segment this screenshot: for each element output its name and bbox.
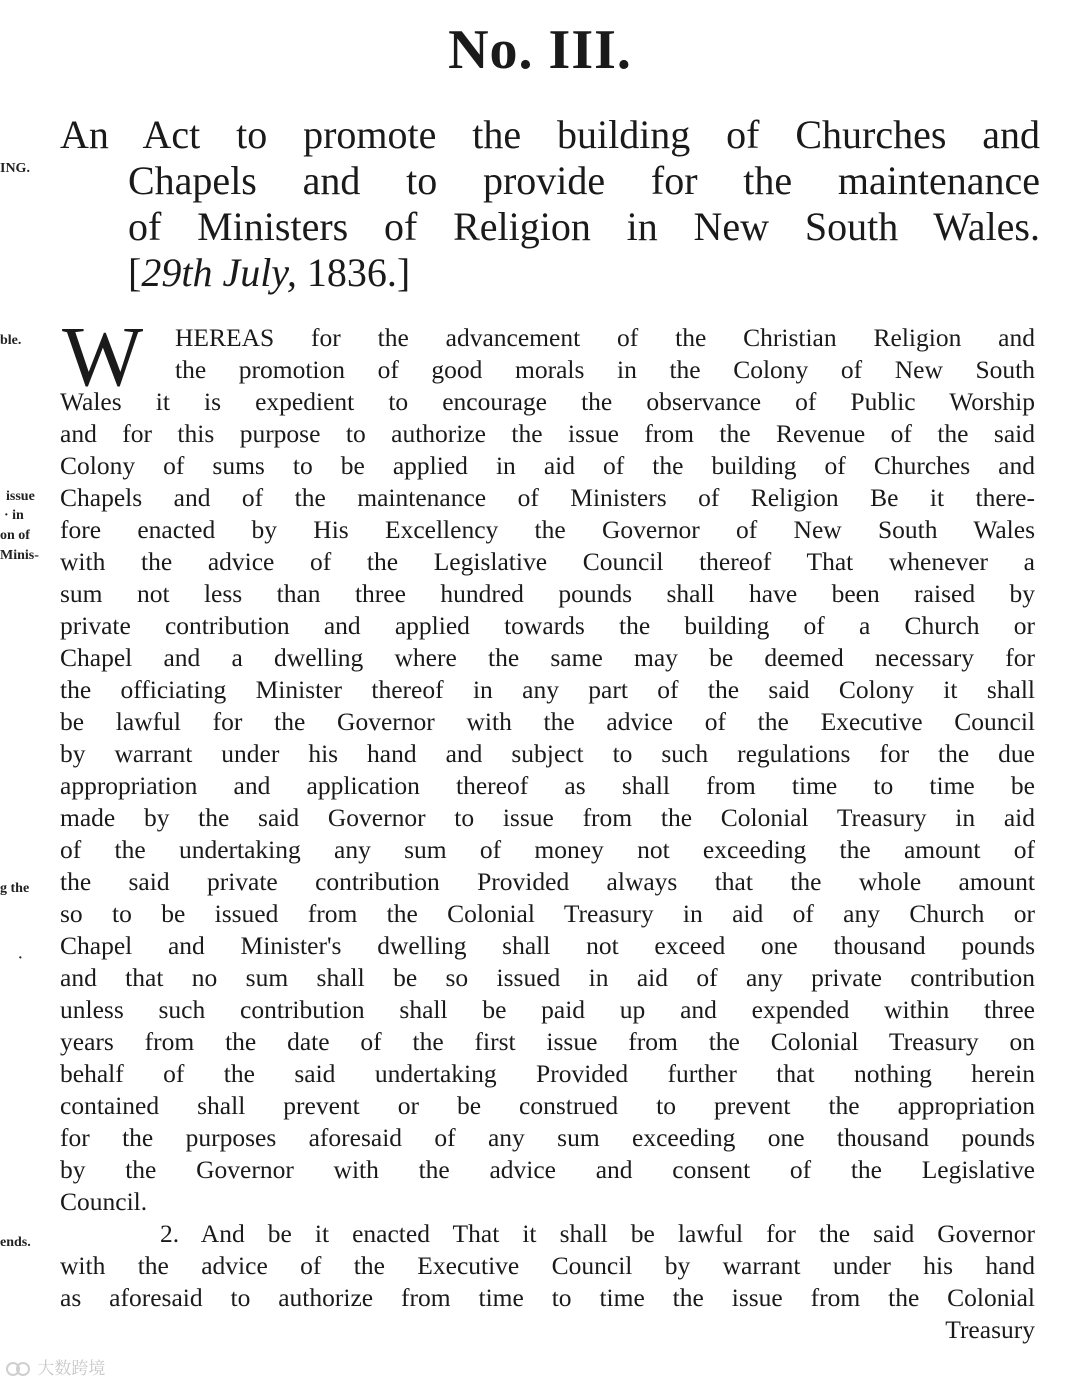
- watermark-text: 大数跨境: [37, 1359, 106, 1379]
- body-line: fore enacted by His Excellency the Governor of New South Wales: [60, 515, 1035, 544]
- margin-note: · in: [4, 508, 24, 523]
- body-line: appropriation and application thereof as shall from time to time be: [60, 771, 1035, 800]
- body-line: with the advice of the Legislative Council thereof That whenever a: [60, 547, 1035, 576]
- section-2-line: 2. And be it enacted That it shall be lawful for the said Governor: [160, 1219, 1035, 1248]
- body-line: by the Governor with the advice and consent of the Legislative: [60, 1155, 1035, 1184]
- body-line: for the purposes aforesaid of any sum exceeding one thousand pounds: [60, 1123, 1035, 1152]
- margin-note: ·: [18, 951, 23, 966]
- body-line: unless such contribution shall be paid up and expended within three: [60, 995, 1035, 1024]
- body-line: made by the said Governor to issue from the Colonial Treasury in aid: [60, 803, 1035, 832]
- body-line: Wales it is expedient to encourage the observance of Public Worship: [60, 387, 1035, 416]
- catchword: Treasury: [945, 1315, 1035, 1344]
- body-line: behalf of the said undertaking Provided further that nothing herein: [60, 1059, 1035, 1088]
- body-line: HEREAS for the advancement of the Christian Religion and: [175, 323, 1035, 352]
- title-line: Chapels and to provide for the maintenance: [128, 158, 1040, 203]
- title-line: An Act to promote the building of Churches and: [60, 112, 1040, 157]
- drop-cap: W: [62, 308, 144, 404]
- act-date: [60, 250, 1040, 296]
- body-line: Chapels and of the maintenance of Ministers of Religion Be it there-: [60, 483, 1035, 512]
- body-line: by warrant under his hand and subject to such regulations for the due: [60, 739, 1035, 768]
- margin-note: Minis-: [0, 548, 39, 563]
- body-line: so to be issued from the Colonial Treasury in aid of any Church or: [60, 899, 1035, 928]
- act-title: [60, 112, 1040, 296]
- body-line: as aforesaid to authorize from time to time the issue from the Colonial: [60, 1283, 1035, 1312]
- date-day-month: 29th July,: [141, 250, 297, 295]
- body-line: be lawful for the Governor with the advice of the Executive Council: [60, 707, 1035, 736]
- body-line: contained shall prevent or be construed to prevent the appropriation: [60, 1091, 1035, 1120]
- watermark-logo-icon: [6, 1361, 32, 1377]
- body-line: Council.: [60, 1187, 148, 1216]
- act-number: No. III.: [448, 19, 632, 81]
- body-line: Chapel and Minister's dwelling shall not exceed one thousand pounds: [60, 931, 1035, 960]
- margin-note: ble.: [0, 333, 22, 348]
- margin-note: issue: [6, 489, 35, 504]
- body-line: and that no sum shall be so issued in aid of any private contribution: [60, 963, 1035, 992]
- body-line: of the undertaking any sum of money not exceeding the amount of: [60, 835, 1035, 864]
- date-year: 1836.]: [296, 250, 411, 295]
- watermark: [6, 1354, 105, 1379]
- margin-note: ING.: [0, 161, 30, 176]
- margin-note: ends.: [0, 1235, 31, 1250]
- body-line: the said private contribution Provided always that the whole amount: [60, 867, 1035, 896]
- body-line: private contribution and applied towards the building of a Church or: [60, 611, 1035, 640]
- date-bracket: [: [128, 250, 142, 295]
- body-line: Colony of sums to be applied in aid of the building of Churches and: [60, 451, 1035, 480]
- body-line: and for this purpose to authorize the issue from the Revenue of the said: [60, 419, 1035, 448]
- margin-note: g the: [0, 881, 30, 896]
- margin-note: on of: [0, 528, 30, 543]
- body-line: the promotion of good morals in the Colony of New South: [175, 355, 1035, 384]
- body-line: the officiating Minister thereof in any part of the said Colony it shall: [60, 675, 1035, 704]
- body-line: years from the date of the first issue from the Colonial Treasury on: [60, 1027, 1035, 1056]
- body-line: sum not less than three hundred pounds shall have been raised by: [60, 579, 1035, 608]
- body-line: with the advice of the Executive Council by warrant under his hand: [60, 1251, 1035, 1280]
- act-body: [60, 322, 1035, 1346]
- body-line: Chapel and a dwelling where the same may be deemed necessary for: [60, 643, 1035, 672]
- title-line: of Ministers of Religion in New South Wales.: [128, 204, 1040, 249]
